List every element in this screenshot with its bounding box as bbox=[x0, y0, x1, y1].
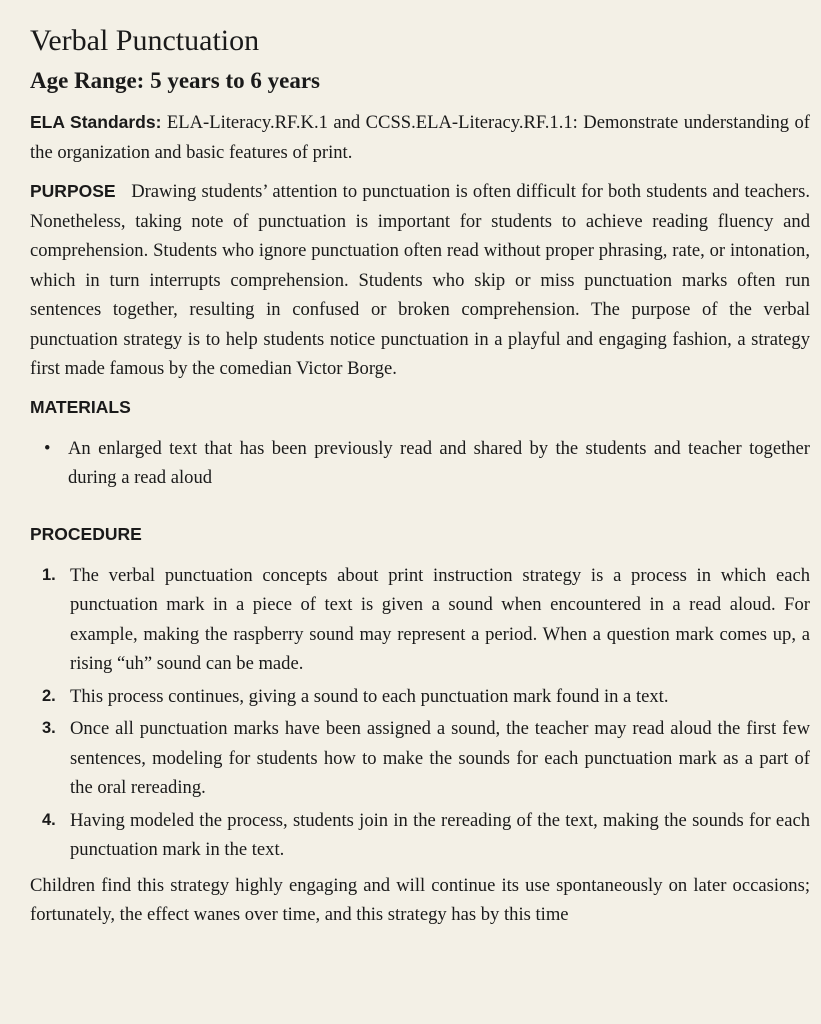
procedure-step bbox=[30, 714, 810, 803]
standards-text: ELA-Literacy.RF.K.1 and CCSS.ELA-Literacy.RF.1.1: Demonstrate understanding of the organization and basic features of print. bbox=[30, 112, 811, 163]
step-text: Once all punctuation marks have been assigned a sound, the teacher may read aloud the first few sentences, modeling for students how to make the sounds for each punctuation mark as a part of the oral rereading. bbox=[70, 718, 810, 798]
step-number: 2. bbox=[42, 686, 56, 705]
procedure-list bbox=[30, 561, 810, 865]
list-item: • An enlarged text that has been previously read and shared by the students and teacher together during a read aloud bbox=[30, 434, 810, 493]
standards-label: ELA Standards: bbox=[30, 112, 162, 132]
step-text: This process continues, giving a sound to each punctuation mark found in a text. bbox=[70, 685, 669, 707]
step-text: The verbal punctuation concepts about print instruction strategy is a process in which each punctuation mark in a piece of text is given a sound when encountered in a read aloud. For example, making the raspberry sound may represent a period. When a question mark comes up, a rising “uh” sound can be made. bbox=[70, 564, 810, 674]
step-number: 1. bbox=[42, 565, 56, 584]
closing-paragraph: Children find this strategy highly engaging and will continue its use spontaneously on later occasions; fortunately, the effect wanes over time, and this strategy has by this time bbox=[30, 874, 810, 925]
procedure-heading: PROCEDURE bbox=[30, 523, 142, 544]
page bbox=[30, 22, 810, 930]
purpose-text: Drawing students’ attention to punctuation is often difficult for both students and teachers. Nonetheless, taking note of punctuation is important for students to achieve reading fluency and comprehension. Students who ignore punctuation often read without proper phrasing, rate, or intonation, which in turn interrupts comprehension. Students who skip or miss punctuation marks often run sentences together, resulting in confused or broken comprehension. The purpose of the verbal punctuation strategy is to help students notice punctuation in a playful and engaging fashion, a strategy first made famous by the comedian Victor Borge. bbox=[30, 181, 810, 379]
materials-heading: MATERIALS bbox=[30, 396, 131, 417]
purpose-label: PURPOSE bbox=[30, 181, 116, 201]
step-number: 4. bbox=[42, 810, 56, 829]
page-title: Verbal Punctuation bbox=[30, 24, 260, 57]
standards-paragraph bbox=[30, 108, 810, 167]
step-number: 3. bbox=[42, 719, 56, 737]
materials-list bbox=[30, 434, 810, 493]
purpose-paragraph bbox=[30, 177, 810, 384]
procedure-step bbox=[30, 682, 810, 712]
step-text: Having modeled the process, students join in the rereading of the text, making the sounds for each punctuation mark in the text. bbox=[70, 809, 810, 860]
procedure-step bbox=[30, 561, 810, 679]
age-range: Age Range: 5 years to 6 years bbox=[30, 68, 320, 93]
procedure-step bbox=[30, 806, 810, 865]
